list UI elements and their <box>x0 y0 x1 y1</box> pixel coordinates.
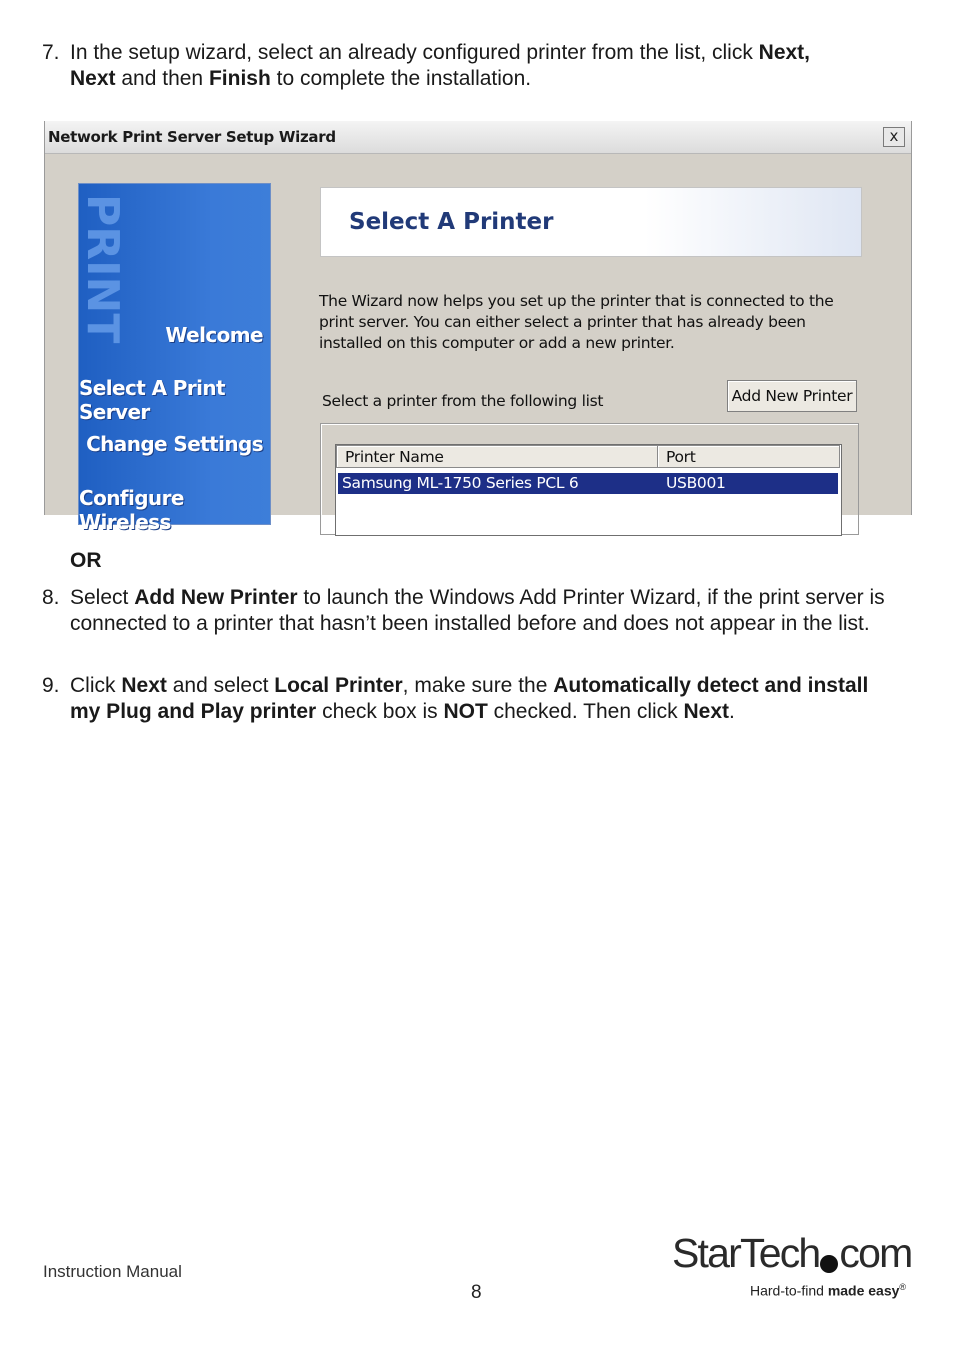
printer-row-selected[interactable] <box>338 473 838 494</box>
side-step-welcome: Welcome <box>165 323 263 347</box>
or-label: OR <box>70 549 102 572</box>
startech-logo <box>672 1230 912 1302</box>
step-8 <box>42 585 902 637</box>
printer-port-cell: USB001 <box>666 474 726 492</box>
step-text: In the setup wizard, select an already configured printer from the list, click Next, Next and then Finish to complete the installation. <box>70 41 811 90</box>
close-icon[interactable]: x <box>883 127 905 147</box>
wizard-screenshot <box>44 121 912 534</box>
printer-name-cell: Samsung ML-1750 Series PCL 6 <box>342 474 579 492</box>
wizard-titlebar <box>45 121 911 154</box>
printer-list-label: Select a printer from the following list <box>322 392 604 410</box>
step-7 <box>42 40 902 92</box>
add-new-printer-button[interactable]: Add New Printer <box>727 380 857 412</box>
logo-dot-icon <box>820 1255 838 1273</box>
wizard-step-panel <box>77 183 271 534</box>
step-number: 7. <box>42 41 60 64</box>
step-9 <box>42 673 902 725</box>
side-step-select-print-server: Select A Print Server <box>79 376 225 424</box>
page-number: 8 <box>471 1282 482 1303</box>
wizard-header <box>320 187 862 257</box>
step-number: 9. <box>42 674 60 697</box>
step-number: 8. <box>42 586 60 609</box>
side-step-change-settings: Change Settings <box>86 432 263 456</box>
column-port[interactable]: Port <box>657 445 840 468</box>
footer-manual-label: Instruction Manual <box>43 1262 182 1281</box>
print-watermark: PRINT <box>77 194 128 344</box>
wizard-header-title: Select A Printer <box>349 209 554 235</box>
side-step-configure-wireless: Configure Wireless <box>79 486 184 534</box>
printer-list-header <box>336 445 841 470</box>
printer-list[interactable] <box>335 444 842 536</box>
wizard-description: The Wizard now helps you set up the printer that is connected to the print server. You can either select a printer that has already been installed on this computer or add a new printer. <box>319 292 834 352</box>
column-printer-name[interactable]: Printer Name <box>336 445 658 468</box>
logo-wordmark: StarTech com <box>672 1230 912 1276</box>
wizard-title: Network Print Server Setup Wizard <box>48 128 336 146</box>
logo-tagline: Hard-to-find made easy® <box>750 1282 907 1299</box>
step-text: Select Add New Printer to launch the Windows Add Printer Wizard, if the print server is connected to a printer that hasn’t been installed before and does not appear in the list. <box>70 586 885 635</box>
step-text: Click Next and select Local Printer, make sure the Automatically detect and install my Plug and Play printer check box is NOT checked. Then click Next. <box>70 674 869 723</box>
